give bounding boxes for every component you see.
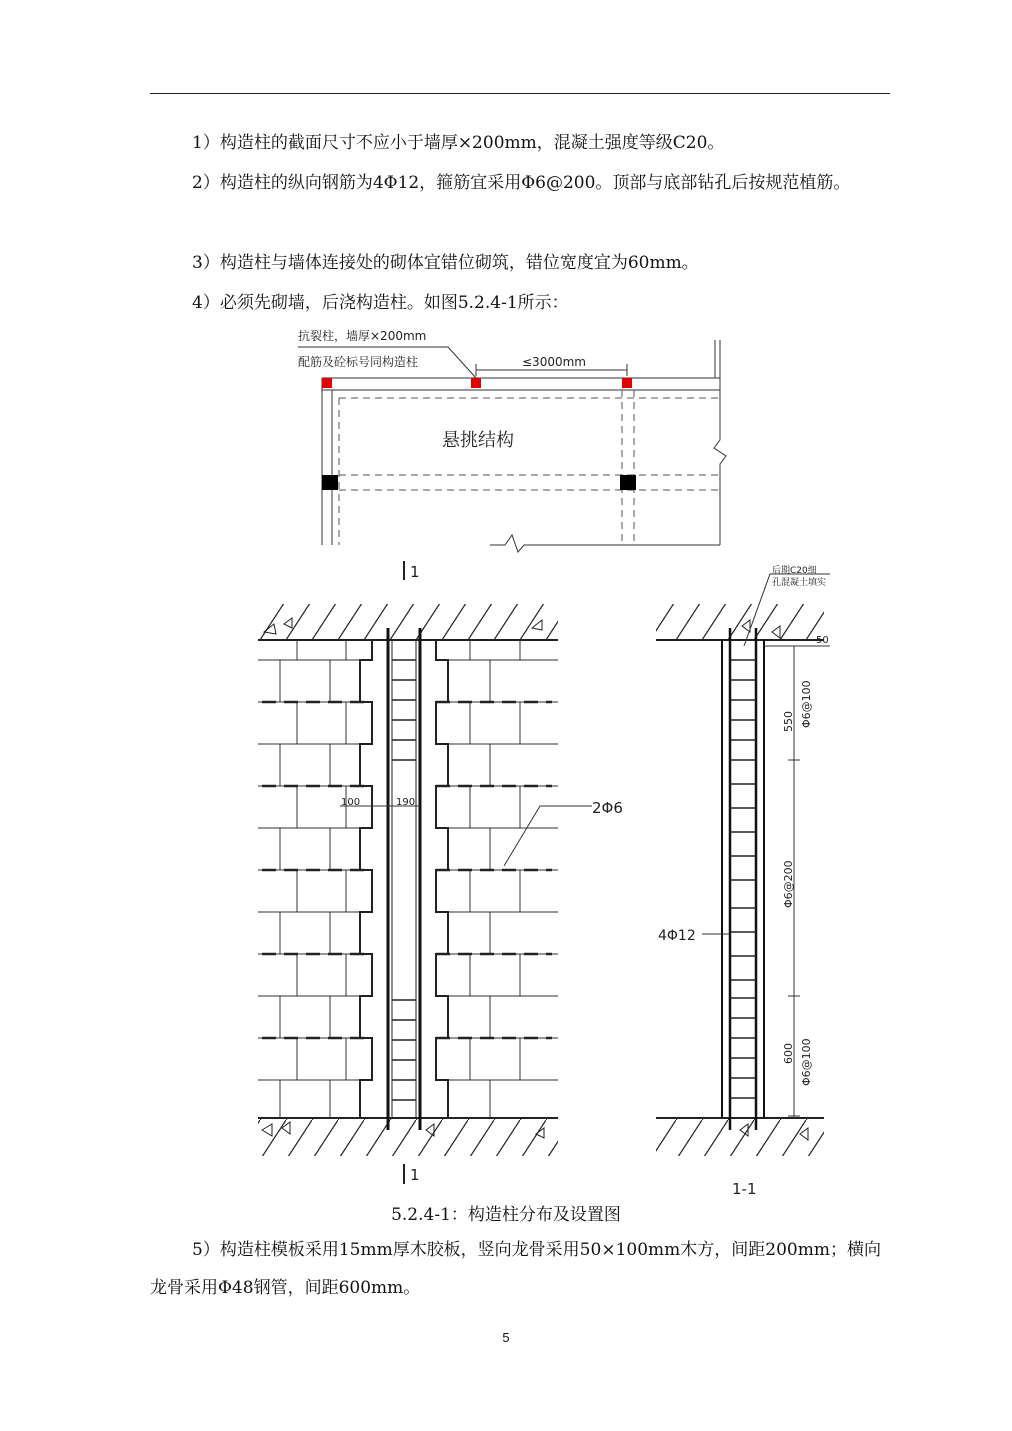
section-stirrup-bottom: Φ6@100 bbox=[800, 1038, 813, 1086]
crack-column-marker bbox=[471, 378, 481, 388]
section-mark-bottom: 1 bbox=[410, 1166, 420, 1184]
crack-column-marker bbox=[622, 378, 632, 388]
plan-label-line2: 配筋及砼标号同构造柱 bbox=[298, 355, 419, 369]
elevation-view bbox=[258, 561, 623, 1184]
section-title: 1-1 bbox=[732, 1180, 757, 1198]
plan-view bbox=[298, 328, 726, 552]
paragraph-1: 1）构造柱的截面尺寸不应小于墙厚×200mm，混凝土强度等级C20。 bbox=[192, 133, 725, 153]
paragraph-5: 5）构造柱模板采用15mm厚木胶板，竖向龙骨采用50×100mm木方，间距200mm；横向龙骨采用Φ48钢管，间距600mm。 bbox=[150, 1240, 881, 1298]
section-stirrup-mid: Φ6@200 bbox=[782, 860, 795, 908]
section-view bbox=[656, 564, 830, 1198]
structural-column-marker bbox=[322, 475, 338, 490]
structural-column-marker bbox=[620, 475, 636, 490]
paragraph-4: 4）必须先砌墙，后浇构造柱。如图5.2.4-1所示： bbox=[192, 293, 569, 313]
dim-190-label: 190 bbox=[396, 797, 416, 808]
plan-label-line1: 抗裂柱，墙厚×200mm bbox=[298, 329, 427, 343]
crack-column-marker bbox=[322, 378, 332, 388]
section-main-bars: 4Φ12 bbox=[658, 928, 696, 944]
section-stirrup-top: Φ6@100 bbox=[800, 680, 813, 728]
dim-100-label: 100 bbox=[341, 797, 361, 808]
plan-structure-label: 悬挑结构 bbox=[442, 430, 514, 451]
figure-caption: 5.2.4-1：构造柱分布及设置图 bbox=[391, 1205, 621, 1225]
section-mark-top: 1 bbox=[410, 563, 420, 581]
section-dim-600: 600 bbox=[782, 1043, 795, 1064]
section-dim-50: 50 bbox=[816, 635, 829, 646]
section-note-line2: 孔混凝土填实 bbox=[772, 578, 827, 588]
paragraph-2: 2）构造柱的纵向钢筋为4Φ12，箍筋宜采用Φ6@200。顶部与底部钻孔后按规范植筋。 bbox=[192, 173, 851, 193]
paragraph-3: 3）构造柱与墙体连接处的砌体宜错位砌筑，错位宽度宜为60mm。 bbox=[192, 253, 699, 273]
page-number: 5 bbox=[502, 1330, 510, 1345]
plan-spacing-label: ≤3000mm bbox=[522, 355, 586, 369]
tie-bar-label: 2Φ6 bbox=[592, 799, 623, 817]
section-note-line1: 后期C20细 bbox=[772, 566, 817, 576]
section-dim-550: 550 bbox=[782, 711, 795, 732]
